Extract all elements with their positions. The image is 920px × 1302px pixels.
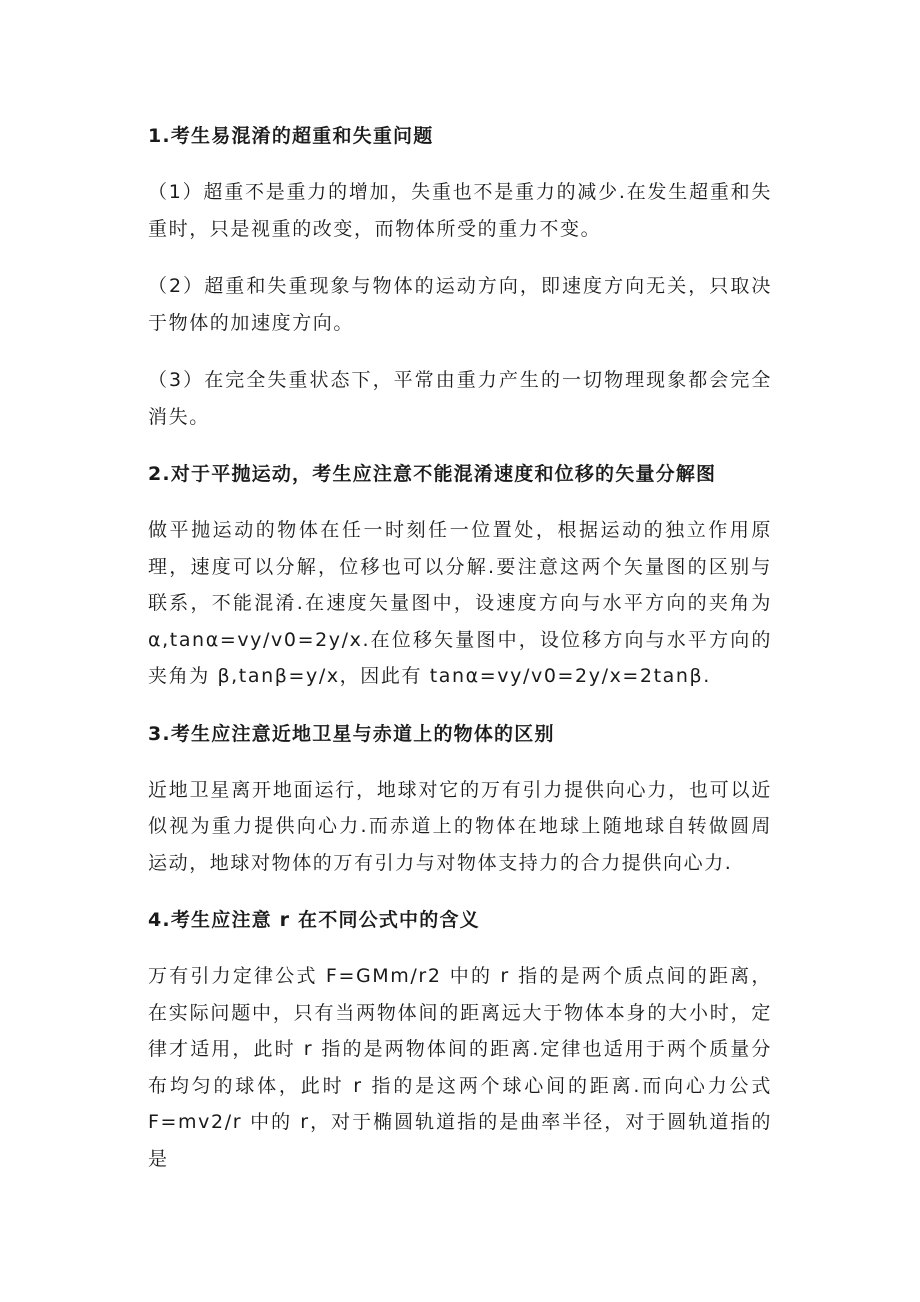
section-4-paragraph-1: 万有引力定律公式 F=GMm/r2 中的 r 指的是两个质点间的距离，在实际问题中，只有当两物体间的距离远大于物体本身的大小时，定律才适用，此时 r 指的是两物体间的距离.定律也适用于两个质量分布均匀的球体，此时 r 指的是这两个球心间的距离.而向心力公式 F=mv2/r 中的 r，对于椭圆轨道指的是曲率半径，对于圆轨道指的是 — [148, 965, 772, 1170]
section-1-paragraph-2: （2）超重和失重现象与物体的运动方向，即速度方向无关，只取决于物体的加速度方向。 — [148, 275, 772, 334]
section-4-heading: 4.考生应注意 r 在不同公式中的含义 — [148, 909, 480, 931]
section-1-heading: 1.考生易混淆的超重和失重问题 — [148, 125, 434, 147]
section-3-heading: 3.考生应注意近地卫星与赤道上的物体的区别 — [148, 722, 555, 745]
document-body — [148, 118, 772, 1198]
section-2-paragraph-1: 做平抛运动的物体在任一时刻任一位置处，根据运动的独立作用原理，速度可以分解，位移也可以分解.要注意这两个矢量图的区别与联系，不能混淆.在速度矢量图中，设速度方向与水平方向的夹角为α,tanα=vy/v0=2y/x.在位移矢量图中，设位移方向与水平方向的夹角为 β,tanβ=y/x，因此有 tanα=vy/v0=2y/x=2tanβ. — [148, 519, 772, 687]
section-1-paragraph-1: （1）超重不是重力的增加，失重也不是重力的减少.在发生超重和失重时，只是视重的改变，而物体所受的重力不变。 — [148, 181, 772, 240]
section-2-heading: 2.对于平抛运动，考生应注意不能混淆速度和位移的矢量分解图 — [148, 463, 717, 485]
section-1-paragraph-3: （3）在完全失重状态下，平常由重力产生的一切物理现象都会完全消失。 — [148, 369, 772, 428]
section-3-paragraph-1: 近地卫星离开地面运行，地球对它的万有引力提供向心力，也可以近似视为重力提供向心力.而赤道上的物体在地球上随地球自转做圆周运动，地球对物体的万有引力与对物体支持力的合力提供向心力. — [148, 778, 772, 874]
